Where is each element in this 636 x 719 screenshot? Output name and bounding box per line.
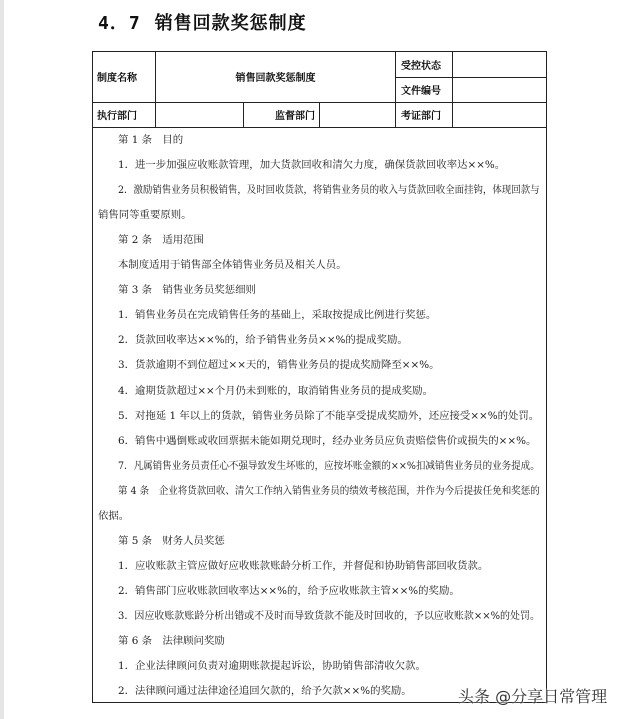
policy-line: 第 5 条 财务人员奖惩 bbox=[118, 534, 225, 547]
section-number: 4．7 bbox=[98, 13, 141, 34]
policy-name-value: 销售回款奖惩制度 bbox=[235, 73, 316, 84]
section-title bbox=[98, 9, 307, 35]
table-col-divider bbox=[395, 51, 396, 128]
policy-line-continuation: 依据。 bbox=[98, 509, 130, 522]
control-status-value bbox=[457, 51, 546, 77]
file-number-value bbox=[457, 77, 546, 102]
policy-line: 4．逾期货款超过××个月仍未到账的，取消销售业务员的提成奖励。 bbox=[118, 384, 433, 397]
policy-line: 3．因应收账款账龄分析出错或不及时而导致货款不能及时回收的，予以应收账款××%的处罚。 bbox=[118, 609, 541, 622]
supervising-dept-value bbox=[320, 102, 395, 127]
table-border-right bbox=[546, 51, 547, 128]
header-table bbox=[92, 51, 547, 128]
policy-line: 3．货款逾期不到位超过××天的，销售业务员的提成奖励降至××%。 bbox=[118, 359, 440, 372]
executing-dept-value bbox=[156, 102, 243, 127]
executing-dept-label: 执行部门 bbox=[97, 111, 137, 122]
supervising-dept-label: 监督部门 bbox=[275, 111, 315, 122]
policy-line: 第 3 条 销售业务员奖惩细则 bbox=[118, 284, 256, 297]
watermark: 头条 @分享日常管理 bbox=[458, 687, 608, 706]
control-status-label: 受控状态 bbox=[401, 60, 441, 72]
policy-line: 第 1 条 目的 bbox=[118, 134, 184, 146]
file-number-label: 文件编号 bbox=[401, 86, 441, 97]
policy-line: 1．进一步加强应收账款管理，加大货款回收和清欠力度，确保货款回收率达××%。 bbox=[118, 159, 506, 172]
policy-line: 第 4 条 企业将货款回收、清欠工作纳入销售业务员的绩效考核范围，并作为今后提拔任免和奖惩的 bbox=[118, 484, 540, 497]
policy-line: 1．应收账款主管应做好应收账款账龄分析工作，并督促和协助销售部回收货款。 bbox=[118, 559, 489, 572]
policy-line: 1．销售业务员在完成销售任务的基础上，采取按提成比例进行奖惩。 bbox=[118, 309, 437, 322]
policy-line: 6．销售中遇倒账或收回票据未能如期兑现时，经办业务员应负责赔偿售价或损失的××%。 bbox=[118, 434, 537, 447]
policy-body bbox=[92, 128, 547, 703]
policy-line: 2．销售部门应收账款回收率达××%的，给予应收账款主管××%的奖励。 bbox=[118, 584, 460, 597]
section-title-text: 销售回款奖惩制度 bbox=[154, 13, 307, 34]
policy-name-label: 制度名称 bbox=[97, 73, 137, 84]
policy-line: 第 6 条 法律顾问奖励 bbox=[118, 635, 225, 647]
table-col-divider bbox=[452, 51, 453, 128]
policy-line: 5．对拖延 1 年以上的货款，销售业务员除了不能享受提成奖励外，还应接受××%的处罚。 bbox=[118, 409, 540, 422]
page-left-edge bbox=[0, 0, 4, 719]
policy-line: 本制度适用于销售部全体销售业务员及相关人员。 bbox=[118, 259, 347, 272]
policy-line: 2．激励销售业务员积极销售，及时回收货款，将销售业务员的收入与货款回收全面挂钩，体现回款与 bbox=[118, 184, 540, 197]
policy-line: 7．凡属销售业务员责任心不强导致发生坏账的，应按坏账金额的××%扣减销售业务员的业务提成。 bbox=[118, 459, 540, 472]
policy-line: 第 2 条 适用范围 bbox=[118, 234, 204, 247]
verifying-dept-label: 考证部门 bbox=[401, 111, 441, 122]
policy-line: 2．货款回收率达××%的，给予销售业务员××%的提成奖励。 bbox=[118, 334, 408, 347]
verifying-dept-value bbox=[457, 102, 546, 127]
policy-line-continuation: 销售同等重要原则。 bbox=[98, 209, 192, 222]
policy-line: 1．企业法律顾问负责对逾期账款提起诉讼，协助销售部清收欠款。 bbox=[118, 660, 426, 673]
table-border-left bbox=[92, 51, 93, 128]
policy-line: 2．法律顾问通过法律途径追回欠款的，给予欠款××%的奖励。 bbox=[118, 685, 412, 698]
